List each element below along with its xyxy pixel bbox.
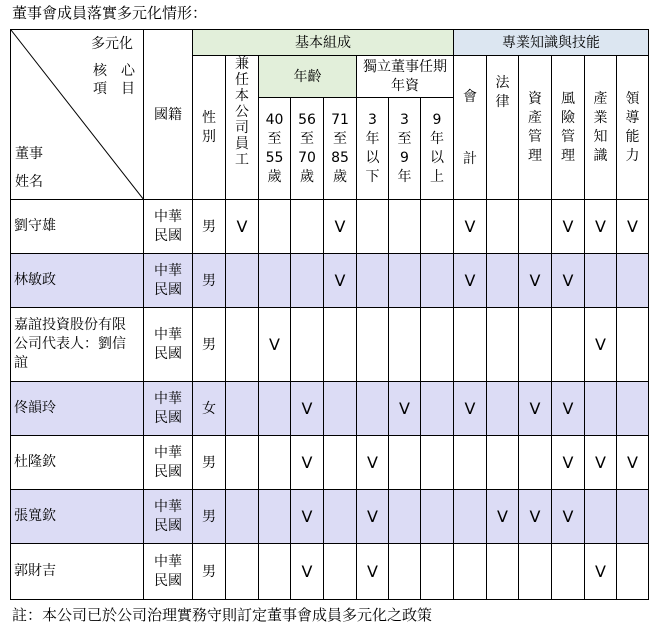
criteria-mark: V xyxy=(357,436,389,490)
table-row xyxy=(11,544,649,600)
col-header-leadership: 領導能力 xyxy=(617,56,649,200)
col-header-asset-mgmt: 資產管理 xyxy=(519,56,552,200)
director-nationality: 中華民國 xyxy=(144,308,193,382)
table-row xyxy=(11,308,649,382)
criteria-mark xyxy=(552,308,585,382)
criteria-mark xyxy=(389,308,421,382)
header-corner xyxy=(11,30,144,200)
director-name: 佟韻玲 xyxy=(11,382,144,436)
col-header-tenure-gt9: 9年以上 xyxy=(421,98,454,200)
criteria-mark xyxy=(454,436,487,490)
col-header-accounting: 會計 xyxy=(454,56,487,200)
criteria-mark xyxy=(454,544,487,600)
criteria-mark xyxy=(226,382,259,436)
criteria-mark xyxy=(259,436,291,490)
criteria-mark xyxy=(226,254,259,308)
criteria-mark xyxy=(585,382,617,436)
corner-label-director: 董事 xyxy=(15,146,43,162)
director-nationality: 中華民國 xyxy=(144,490,193,544)
director-gender: 男 xyxy=(193,200,226,254)
criteria-mark xyxy=(226,490,259,544)
page-title: 董事會成員落實多元化情形： xyxy=(12,4,208,22)
criteria-mark xyxy=(259,200,291,254)
director-name: 嘉誼投資股份有限公司代表人：劉信誼 xyxy=(11,308,144,382)
criteria-mark: V xyxy=(454,200,487,254)
criteria-mark xyxy=(421,382,454,436)
criteria-mark xyxy=(259,544,291,600)
criteria-mark xyxy=(552,544,585,600)
criteria-mark: V xyxy=(552,436,585,490)
director-name: 張寬欽 xyxy=(11,490,144,544)
director-gender: 男 xyxy=(193,308,226,382)
col-header-law: 法律 xyxy=(487,56,519,200)
criteria-mark: V xyxy=(617,200,649,254)
table-row xyxy=(11,254,649,308)
criteria-mark: V xyxy=(291,490,324,544)
corner-label-item: 項 目 xyxy=(93,81,135,97)
col-header-industry: 產業知識 xyxy=(585,56,617,200)
criteria-mark xyxy=(519,436,552,490)
criteria-mark xyxy=(324,544,357,600)
director-name: 林敏政 xyxy=(11,254,144,308)
criteria-mark xyxy=(291,254,324,308)
criteria-mark: V xyxy=(585,544,617,600)
group-header-professional: 專業知識與技能 xyxy=(454,30,649,56)
criteria-mark xyxy=(421,544,454,600)
criteria-mark: V xyxy=(519,382,552,436)
criteria-mark: V xyxy=(519,254,552,308)
criteria-mark xyxy=(617,382,649,436)
director-gender: 男 xyxy=(193,544,226,600)
criteria-mark xyxy=(357,254,389,308)
criteria-mark xyxy=(389,490,421,544)
criteria-mark xyxy=(487,544,519,600)
col-header-age-71-85: 71至85歲 xyxy=(324,98,357,200)
criteria-mark xyxy=(617,490,649,544)
table-row xyxy=(11,490,649,544)
director-name: 杜隆欽 xyxy=(11,436,144,490)
director-nationality: 中華民國 xyxy=(144,382,193,436)
criteria-mark xyxy=(454,308,487,382)
criteria-mark xyxy=(519,308,552,382)
col-header-tenure-3-9: 3至9年 xyxy=(389,98,421,200)
criteria-mark xyxy=(226,544,259,600)
criteria-mark: V xyxy=(357,490,389,544)
criteria-mark: V xyxy=(454,382,487,436)
criteria-mark xyxy=(226,308,259,382)
criteria-mark: V xyxy=(585,436,617,490)
criteria-mark xyxy=(259,254,291,308)
criteria-mark xyxy=(487,436,519,490)
criteria-mark xyxy=(324,436,357,490)
director-name: 劉守雄 xyxy=(11,200,144,254)
director-name: 郭財吉 xyxy=(11,544,144,600)
criteria-mark: V xyxy=(324,254,357,308)
director-gender: 女 xyxy=(193,382,226,436)
criteria-mark: V xyxy=(357,544,389,600)
criteria-mark: V xyxy=(389,382,421,436)
corner-label-diversity: 多元化 xyxy=(91,36,133,52)
criteria-mark xyxy=(291,308,324,382)
criteria-mark xyxy=(226,436,259,490)
criteria-mark xyxy=(259,382,291,436)
criteria-mark xyxy=(519,544,552,600)
group-header-tenure: 獨立董事任期年資 xyxy=(357,56,454,98)
criteria-mark xyxy=(357,308,389,382)
criteria-mark: V xyxy=(585,200,617,254)
table-row xyxy=(11,382,649,436)
criteria-mark xyxy=(487,308,519,382)
col-header-age-40-55: 40至55歲 xyxy=(259,98,291,200)
criteria-mark xyxy=(487,254,519,308)
criteria-mark xyxy=(357,382,389,436)
criteria-mark: V xyxy=(552,490,585,544)
criteria-mark xyxy=(487,200,519,254)
criteria-mark xyxy=(617,254,649,308)
criteria-mark: V xyxy=(454,254,487,308)
col-header-tenure-lt3: 3年以下 xyxy=(357,98,389,200)
criteria-mark xyxy=(421,308,454,382)
criteria-mark: V xyxy=(291,382,324,436)
criteria-mark xyxy=(421,200,454,254)
criteria-mark xyxy=(389,200,421,254)
table-row xyxy=(11,436,649,490)
criteria-mark xyxy=(585,490,617,544)
col-header-risk-mgmt: 風險管理 xyxy=(552,56,585,200)
criteria-mark: V xyxy=(324,200,357,254)
director-gender: 男 xyxy=(193,490,226,544)
group-header-age: 年齡 xyxy=(259,56,357,98)
group-header-basic: 基本組成 xyxy=(193,30,454,56)
criteria-mark: V xyxy=(552,200,585,254)
criteria-mark xyxy=(389,254,421,308)
col-header-age-56-70: 56至70歲 xyxy=(291,98,324,200)
director-gender: 男 xyxy=(193,436,226,490)
criteria-mark xyxy=(421,436,454,490)
director-nationality: 中華民國 xyxy=(144,200,193,254)
criteria-mark xyxy=(617,544,649,600)
corner-label-core: 核 心 xyxy=(93,63,135,79)
criteria-mark: V xyxy=(617,436,649,490)
criteria-mark xyxy=(389,436,421,490)
criteria-mark: V xyxy=(585,308,617,382)
col-header-nationality: 國籍 xyxy=(144,30,193,200)
criteria-mark xyxy=(421,254,454,308)
col-header-gender: 性別 xyxy=(193,56,226,200)
corner-label-name: 姓名 xyxy=(15,174,43,190)
director-gender: 男 xyxy=(193,254,226,308)
criteria-mark xyxy=(389,544,421,600)
criteria-mark: V xyxy=(226,200,259,254)
criteria-mark xyxy=(421,490,454,544)
criteria-mark xyxy=(259,490,291,544)
criteria-mark: V xyxy=(552,254,585,308)
criteria-mark: V xyxy=(487,490,519,544)
criteria-mark xyxy=(585,254,617,308)
footnote: 註：本公司已於公司治理實務守則訂定董事會成員多元化之政策 xyxy=(12,606,433,624)
criteria-mark xyxy=(357,200,389,254)
criteria-mark xyxy=(617,308,649,382)
criteria-mark xyxy=(324,382,357,436)
board-diversity-table xyxy=(10,29,649,600)
criteria-mark: V xyxy=(552,382,585,436)
col-header-employee: 兼任本公司員工 xyxy=(226,56,259,200)
director-nationality: 中華民國 xyxy=(144,544,193,600)
criteria-mark xyxy=(454,490,487,544)
director-nationality: 中華民國 xyxy=(144,254,193,308)
criteria-mark: V xyxy=(519,490,552,544)
criteria-mark xyxy=(487,382,519,436)
criteria-mark: V xyxy=(291,544,324,600)
criteria-mark xyxy=(291,200,324,254)
table-row xyxy=(11,200,649,254)
criteria-mark: V xyxy=(259,308,291,382)
criteria-mark xyxy=(324,308,357,382)
director-nationality: 中華民國 xyxy=(144,436,193,490)
criteria-mark: V xyxy=(291,436,324,490)
criteria-mark xyxy=(324,490,357,544)
criteria-mark xyxy=(519,200,552,254)
